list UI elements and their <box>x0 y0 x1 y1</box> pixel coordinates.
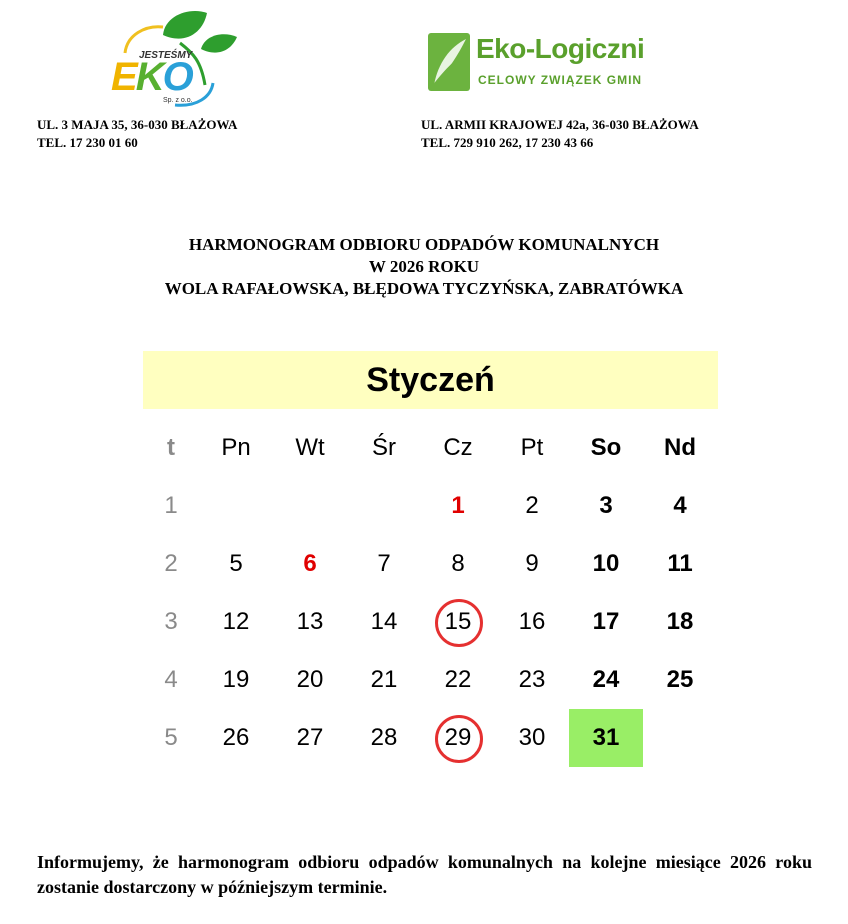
week-number: 4 <box>164 666 178 693</box>
calendar-day: 17 <box>592 608 620 635</box>
calendar-day: 19 <box>222 666 250 693</box>
address-right <box>421 116 699 152</box>
heading-line-3: WOLA RAFAŁOWSKA, BŁĘDOWA TYCZYŃSKA, ZABRATÓWKA <box>164 279 684 298</box>
calendar-day: 7 <box>377 550 391 577</box>
collection-circle-icon <box>435 715 483 763</box>
calendar-day: 26 <box>222 724 250 751</box>
calendar-day <box>421 593 495 651</box>
calendar-empty-cell <box>643 709 717 767</box>
schedule-heading <box>0 234 848 300</box>
calendar-day: 20 <box>296 666 324 693</box>
eko-logiczni-logo <box>428 33 668 95</box>
calendar-day: 31 <box>569 709 643 767</box>
calendar-day: 3 <box>599 492 613 519</box>
day-header-pn: Pn <box>221 434 251 461</box>
calendar-day: 12 <box>222 608 250 635</box>
month-name: Styczeń <box>366 361 495 399</box>
leaf-logo-icon <box>428 33 470 91</box>
calendar-day: 27 <box>296 724 324 751</box>
calendar-empty-cell <box>273 477 347 535</box>
calendar-day: 14 <box>370 608 398 635</box>
week-number: 3 <box>164 608 178 635</box>
calendar-day: 10 <box>592 550 620 577</box>
eko-logo-small-text: JESTEŚMY <box>139 50 193 61</box>
calendar-day: 9 <box>525 550 539 577</box>
calendar-day-number: 29 <box>444 724 472 751</box>
calendar-day: 25 <box>666 666 694 693</box>
calendar-day <box>421 709 495 767</box>
calendar-day: 30 <box>518 724 546 751</box>
collection-day-marker <box>445 709 472 767</box>
week-number: 1 <box>164 492 178 519</box>
address-right-street: UL. ARMII KRAJOWEJ 42a, 36-030 BŁAŻOWA <box>421 117 699 132</box>
address-left <box>37 116 237 152</box>
calendar-day: 21 <box>370 666 398 693</box>
calendar-day: 28 <box>370 724 398 751</box>
eko-logo <box>105 5 245 115</box>
eko-logiczni-title: Eko-Logiczni <box>476 33 645 64</box>
calendar-day: 4 <box>673 492 687 519</box>
day-header-pt: Pt <box>520 434 544 461</box>
calendar-day: 11 <box>667 550 693 577</box>
calendar-day-number: 15 <box>444 608 472 635</box>
calendar-day: 16 <box>518 608 546 635</box>
day-header-sr: Śr <box>372 434 396 461</box>
calendar-empty-cell <box>347 477 421 535</box>
heading-line-1: HARMONOGRAM ODBIORU ODPADÓW KOMUNALNYCH <box>188 235 660 254</box>
calendar-day: 22 <box>444 666 472 693</box>
calendar-day: 24 <box>592 666 620 693</box>
calendar-day: 23 <box>518 666 546 693</box>
eko-logo-main-text: EKO <box>111 55 192 99</box>
calendar-day: 5 <box>229 550 243 577</box>
calendar-day: 13 <box>296 608 324 635</box>
eko-logo-suffix: Sp. z o.o. <box>163 97 193 104</box>
heading-line-2: W 2026 ROKU <box>368 257 480 276</box>
calendar-day: 1 <box>451 492 465 519</box>
collection-day-marker <box>445 593 472 651</box>
calendar-day: 2 <box>525 492 539 519</box>
address-left-phone: TEL. 17 230 01 60 <box>37 135 138 150</box>
calendar-day: 18 <box>666 608 694 635</box>
week-number: 2 <box>164 550 178 577</box>
calendar-day: 8 <box>451 550 465 577</box>
day-header-so: So <box>590 434 622 461</box>
calendar-empty-cell <box>199 477 273 535</box>
day-header-nd: Nd <box>664 434 696 461</box>
week-number-header: t <box>167 434 175 461</box>
calendar-day: 6 <box>303 550 317 577</box>
address-left-street: UL. 3 MAJA 35, 36-030 BŁAŻOWA <box>37 117 238 132</box>
week-number: 5 <box>164 724 178 751</box>
address-right-phone: TEL. 729 910 262, 17 230 43 66 <box>421 135 594 150</box>
day-header-cz: Cz <box>443 434 473 461</box>
month-banner <box>143 351 718 409</box>
day-header-wt: Wt <box>295 434 325 461</box>
collection-circle-icon <box>435 599 483 647</box>
footer-note: Informujemy, że harmonogram odbioru odpadów komunalnych na kolejne miesiące 2026 roku zostanie dostarczony w późniejszym terminie. <box>37 852 812 897</box>
eko-logiczni-subtitle: CELOWY ZWIĄZEK GMIN <box>478 73 643 87</box>
